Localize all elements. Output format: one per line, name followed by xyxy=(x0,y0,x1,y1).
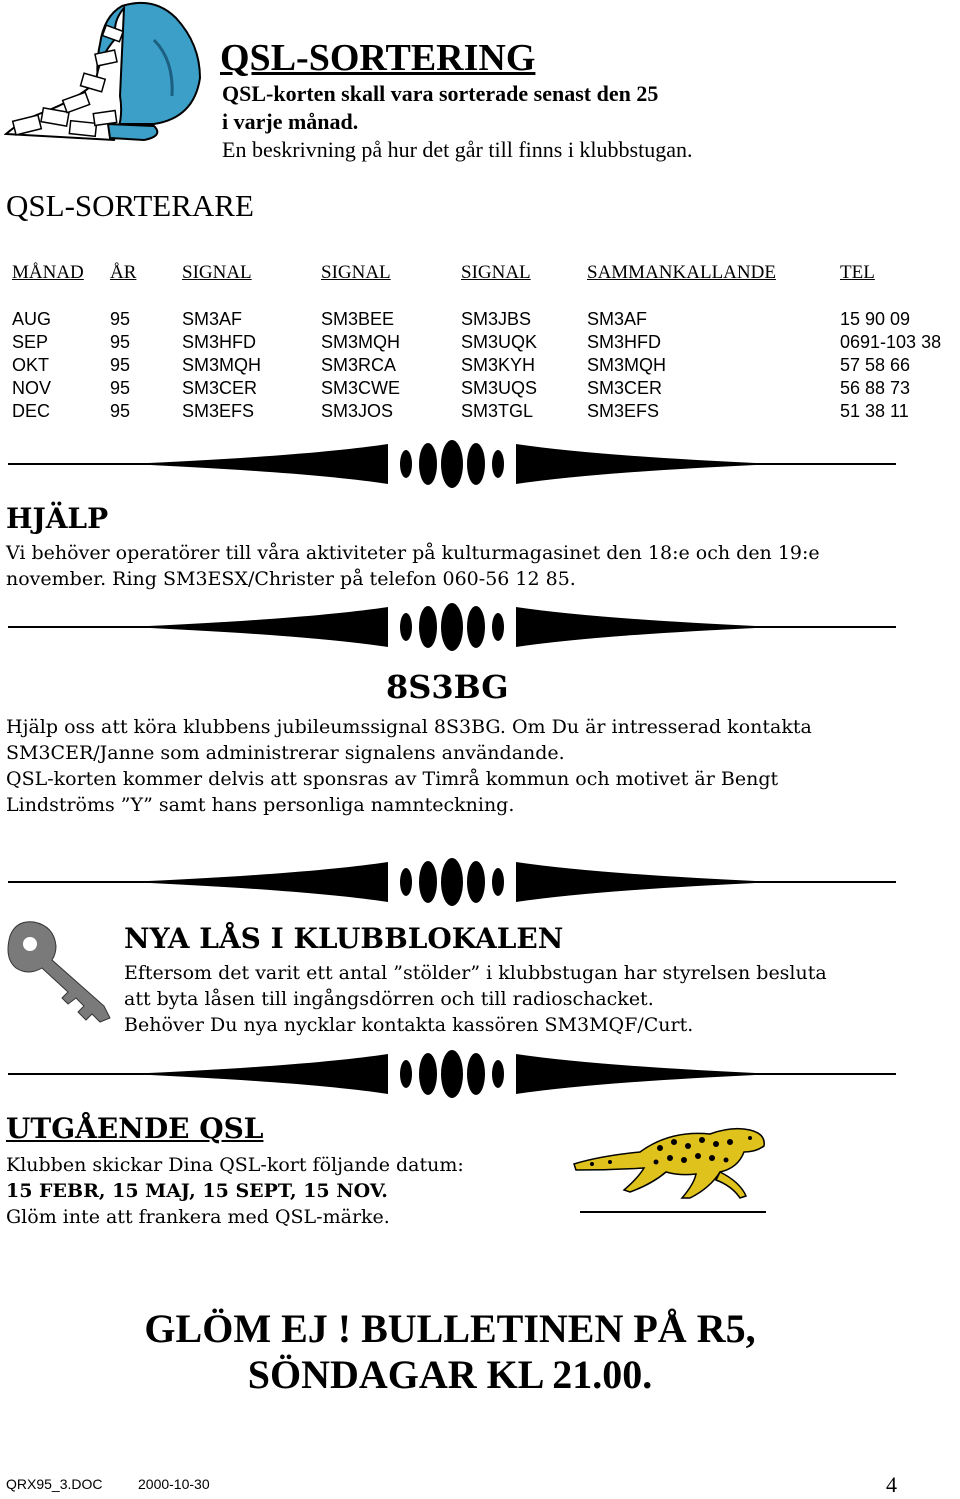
las-line-3: Behöver Du nya nycklar kontakta kassören SM3MQF/Curt. xyxy=(124,1014,694,1036)
sorterare-heading: QSL-SORTERARE xyxy=(6,188,254,223)
table-cell: 95 xyxy=(110,355,131,375)
column-header: TEL xyxy=(840,262,875,283)
table-cell: SM3JOS xyxy=(321,401,394,421)
table-cell: SM3RCA xyxy=(321,355,397,375)
ornament-divider xyxy=(8,603,896,651)
s8s3bg-line-1: Hjälp oss att köra klubbens jubileumssignal 8S3BG. Om Du är intresserad kontakta xyxy=(6,716,812,738)
table-cell: AUG xyxy=(12,309,52,329)
table-row xyxy=(0,308,960,331)
footer-file: QRX95_3.DOC xyxy=(6,1476,103,1492)
ornament-divider xyxy=(8,440,896,488)
intro-line-2: i varje månad. xyxy=(222,109,359,134)
table-cell: SM3CER xyxy=(182,378,258,398)
ornament-divider xyxy=(8,1050,896,1098)
intro-line-1: QSL-korten skall vara sorterade senast den 25 xyxy=(222,81,659,106)
las-line-1: Eftersom det varit ett antal ”stölder” i klubbstugan har styrelsen besluta xyxy=(124,962,827,984)
table-cell: SM3BEE xyxy=(321,309,395,329)
table-cell: 56 88 73 xyxy=(840,378,911,398)
utgaende-line-3: Glöm inte att frankera med QSL-märke. xyxy=(6,1206,390,1228)
table-cell: SEP xyxy=(12,332,49,352)
table-row xyxy=(0,331,960,354)
page-title: QSL-SORTERING xyxy=(220,37,536,79)
table-cell: 0691-103 38 xyxy=(840,332,942,352)
column-header: MÅNAD xyxy=(12,262,84,283)
hjalp-heading: HJÄLP xyxy=(6,502,109,535)
s8s3bg-line-2: SM3CER/Janne som administrerar signalens användande. xyxy=(6,742,565,764)
bulletin-line-1: GLÖM EJ ! BULLETINEN PÅ R5, xyxy=(144,1306,756,1351)
table-cell: 95 xyxy=(110,332,131,352)
table-cell: SM3MQH xyxy=(182,355,262,375)
las-heading: NYA LÅS I KLUBBLOKALEN xyxy=(124,922,564,955)
table-cell: 15 90 09 xyxy=(840,309,911,329)
table-cell: SM3HFD xyxy=(182,332,257,352)
s8s3bg-line-3: QSL-korten kommer delvis att sponsras av Timrå kommun och motivet är Bengt xyxy=(6,768,779,790)
table-cell: SM3EFS xyxy=(182,401,255,421)
utgaende-heading: UTGÅENDE QSL xyxy=(6,1112,264,1145)
column-header: SIGNAL xyxy=(461,262,531,283)
s8s3bg-line-4: Lindströms ”Y” samt hans personliga namnteckning. xyxy=(6,794,515,816)
intro-line-3: En beskrivning på hur det går till finns i klubbstugan. xyxy=(222,137,693,162)
column-header: SAMMANKALLANDE xyxy=(587,262,776,283)
las-text xyxy=(124,960,827,1038)
table-cell: SM3CER xyxy=(587,378,663,398)
cheetah-icon xyxy=(570,1112,770,1216)
page-number: 4 xyxy=(886,1472,897,1497)
sorterare-table xyxy=(0,258,960,423)
table-cell: SM3TGL xyxy=(461,401,534,421)
table-row xyxy=(0,400,960,423)
hjalp-text xyxy=(6,540,820,592)
intro-text xyxy=(222,80,693,164)
table-cell: 95 xyxy=(110,401,131,421)
table-cell: OKT xyxy=(12,355,50,375)
table-header-row xyxy=(0,258,960,288)
footer-date: 2000-10-30 xyxy=(138,1476,210,1492)
table-cell: 57 58 66 xyxy=(840,355,911,375)
table-row xyxy=(0,377,960,400)
table-cell: 51 38 11 xyxy=(840,401,909,421)
s8s3bg-heading: 8S3BG xyxy=(386,668,509,706)
table-cell: SM3EFS xyxy=(587,401,660,421)
table-cell: SM3CWE xyxy=(321,378,401,398)
s8s3bg-text xyxy=(6,714,812,818)
table-cell: DEC xyxy=(12,401,51,421)
column-header: SIGNAL xyxy=(321,262,391,283)
table-cell: SM3AF xyxy=(182,309,243,329)
hjalp-line-2: november. Ring SM3ESX/Christer på telefon 060-56 12 85. xyxy=(6,568,576,590)
table-cell: SM3MQH xyxy=(321,332,401,352)
utgaende-text xyxy=(6,1152,464,1230)
table-cell: SM3UQS xyxy=(461,378,538,398)
las-line-2: att byta låsen till ingångsdörren och till radioschacket. xyxy=(124,988,654,1010)
table-cell: SM3KYH xyxy=(461,355,536,375)
table-cell: SM3AF xyxy=(587,309,648,329)
hjalp-line-1: Vi behöver operatörer till våra aktiviteter på kulturmagasinet den 18:e och den 19:e xyxy=(6,542,820,564)
table-cell: SM3MQH xyxy=(587,355,667,375)
ornament-divider xyxy=(8,858,896,906)
bulletin-reminder xyxy=(0,1306,900,1398)
table-cell: 95 xyxy=(110,309,131,329)
bulletin-line-2: SÖNDAGAR KL 21.00. xyxy=(247,1352,653,1397)
table-cell: SM3UQK xyxy=(461,332,538,352)
mail-bag-icon xyxy=(4,0,214,150)
column-header: ÅR xyxy=(110,262,137,283)
key-icon xyxy=(2,918,116,1026)
table-row xyxy=(0,354,960,377)
column-header: SIGNAL xyxy=(182,262,252,283)
utgaende-line-1: Klubben skickar Dina QSL-kort följande datum: xyxy=(6,1154,464,1176)
table-cell: SM3HFD xyxy=(587,332,662,352)
table-cell: SM3JBS xyxy=(461,309,532,329)
table-cell: NOV xyxy=(12,378,52,398)
utgaende-dates: 15 FEBR, 15 MAJ, 15 SEPT, 15 NOV. xyxy=(6,1180,388,1202)
table-cell: 95 xyxy=(110,378,131,398)
